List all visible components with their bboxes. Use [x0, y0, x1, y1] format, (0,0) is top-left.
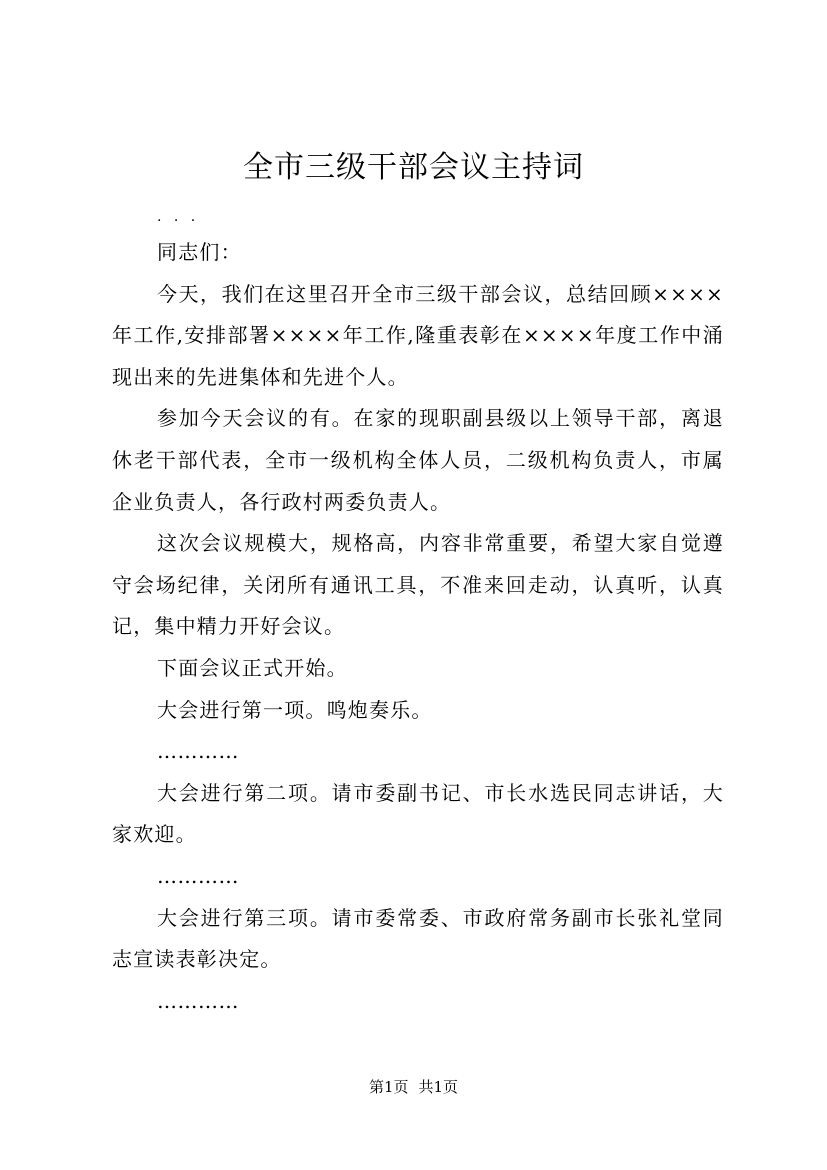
document-body [112, 202, 724, 1022]
paragraph-item-3: 大会进行第三项。请市委常委、市政府常务副市长张礼堂同志宣读表彰决定。 [112, 905, 724, 972]
paragraph-attendees: 参加今天会议的有。在家的现职副县级以上领导干部，离退休老干部代表，全市一级机构全体人员，二级机构负责人，市属企业负责人，各行政村两委负责人。 [112, 406, 724, 514]
salutation: 同志们： [157, 240, 242, 264]
paragraph-item-1: 大会进行第一项。鸣炮奏乐。 [157, 697, 433, 722]
paragraph-start: 下面会议正式开始。 [157, 655, 348, 680]
paragraph-discipline: 这次会议规模大，规格高，内容非常重要，希望大家自觉遵守会场纪律，关闭所有通讯工具，不准来回走动，认真听，认真记，集中精力开好会议。 [112, 531, 724, 639]
ellipsis-line: ………… [157, 739, 239, 764]
paragraph-item-2: 大会进行第二项。请市委副书记、市长水选民同志讲话，大家欢迎。 [112, 780, 724, 847]
ellipsis-line: ………… [157, 988, 239, 1013]
ellipsis-line: ………… [157, 863, 239, 888]
page-number: 第1页 [368, 1078, 409, 1096]
paragraph-intro: 今天，我们在这里召开全市三级干部会议，总结回顾××××年工作,安排部署××××年工作,隆重表彰在××××年度工作中涌现出来的先进集体和先进个人。 [112, 281, 724, 389]
page-total: 共1页 [418, 1078, 459, 1096]
page-footer [0, 1075, 827, 1099]
ellipsis-line: . . . [157, 209, 200, 225]
document-title: 全市三级干部会议主持词 [243, 150, 584, 185]
